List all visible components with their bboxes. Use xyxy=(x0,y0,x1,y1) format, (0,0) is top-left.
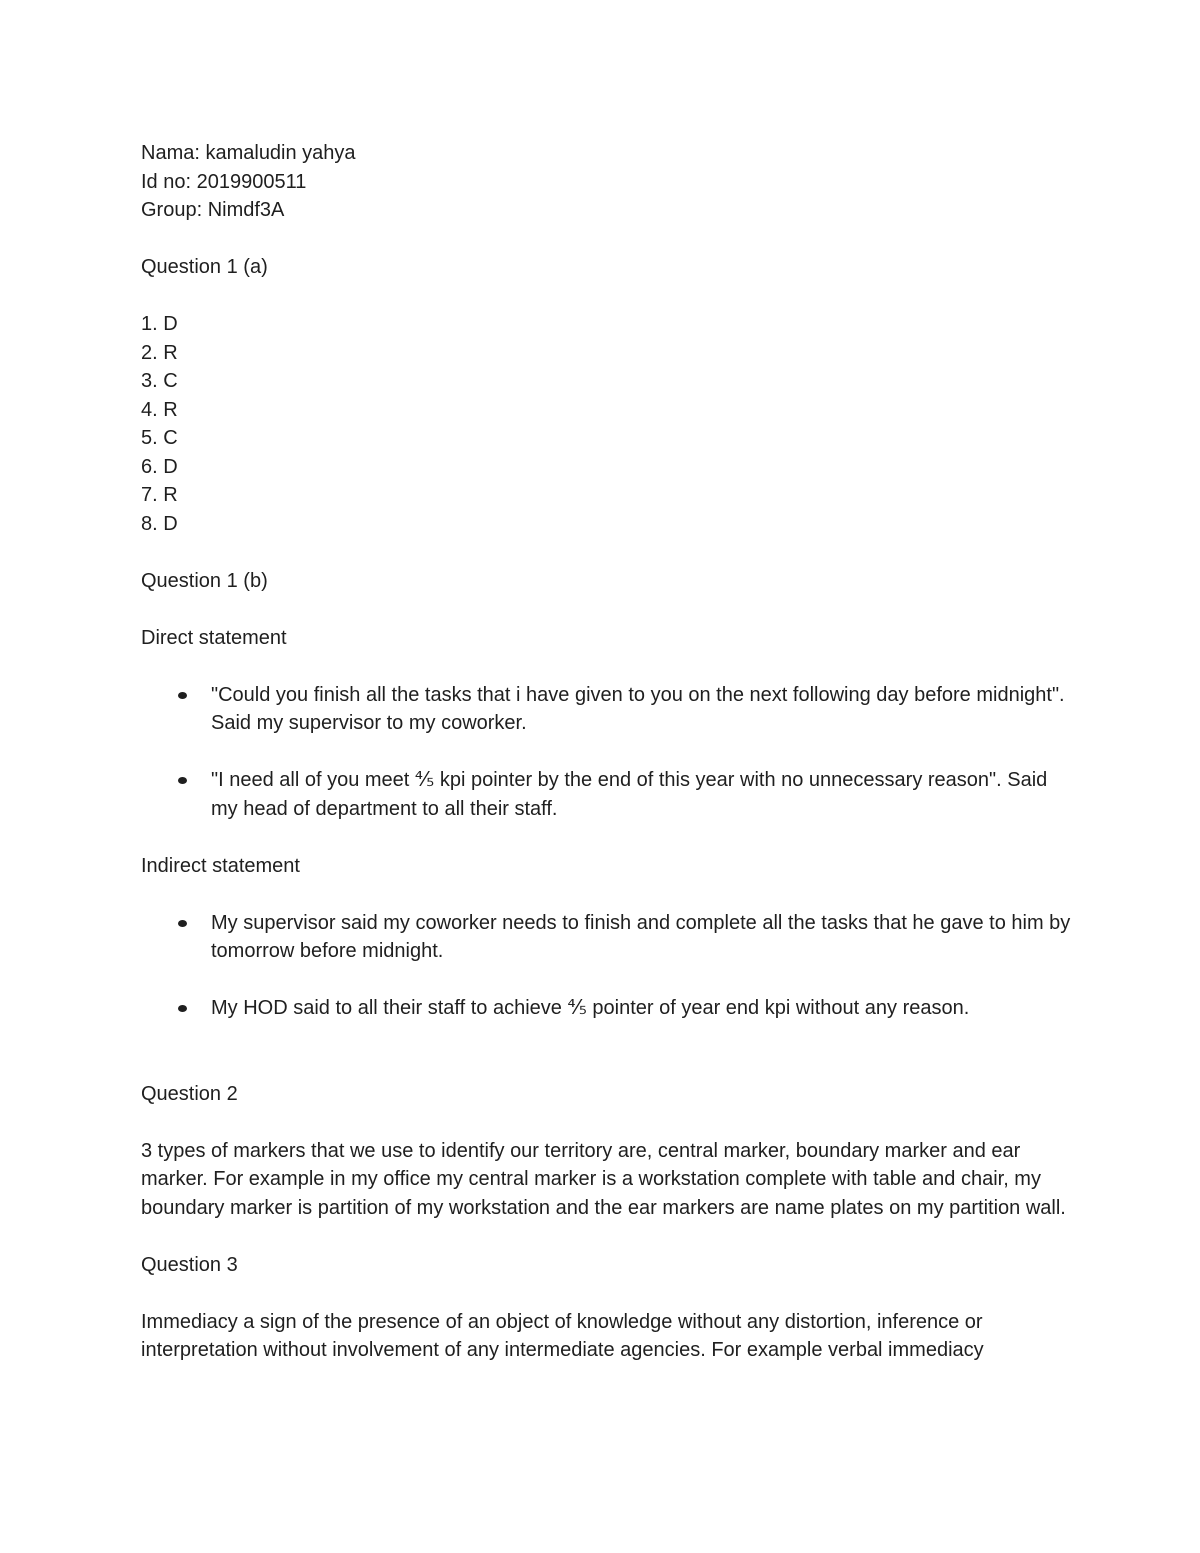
answer-item: 2. R xyxy=(141,341,178,364)
bullet-icon xyxy=(178,692,187,699)
list-item xyxy=(141,909,1071,966)
question-1a-heading: Question 1 (a) xyxy=(141,256,268,278)
bullet-icon xyxy=(178,1005,187,1012)
answer-item: 4. R xyxy=(141,398,178,421)
document-page xyxy=(141,139,1071,1365)
bullet-icon xyxy=(178,920,187,927)
question-3-answer: Immediacy a sign of the presence of an object of knowledge without any distortion, inference or interpretation without involvement of any intermediate agencies. For example verbal immediacy xyxy=(141,1310,984,1361)
answer-item: 5. C xyxy=(141,427,178,449)
question-3-heading: Question 3 xyxy=(141,1253,238,1276)
answer-item: 8. D xyxy=(141,512,178,535)
bullet-icon xyxy=(178,777,187,784)
indirect-statement-heading: Indirect statement xyxy=(141,854,300,877)
list-item-text: "I need all of you meet ⅘ kpi pointer by the end of this year with no unnecessary reason". Said my head of department to all their staff. xyxy=(211,769,1048,820)
list-item-text: My supervisor said my coworker needs to finish and complete all the tasks that he gave to him by tomorrow before midnight. xyxy=(211,911,1071,962)
student-name: Nama: kamaludin yahya xyxy=(141,142,356,164)
question-2-answer: 3 types of markers that we use to identify our territory are, central marker, boundary marker and ear marker. For example in my office my central marker is a workstation complete with table and chair, my boundary marker is partition of my workstation and the ear markers are name plates on my partition wall. xyxy=(141,1139,1066,1219)
answer-item: 3. C xyxy=(141,370,178,392)
answer-item: 7. R xyxy=(141,484,178,506)
answer-item: 1. D xyxy=(141,313,178,335)
question-1b-heading: Question 1 (b) xyxy=(141,569,268,592)
direct-statement-heading: Direct statement xyxy=(141,626,287,649)
student-group: Group: Nimdf3A xyxy=(141,199,285,221)
list-item xyxy=(141,994,1071,1023)
list-item-text: My HOD said to all their staff to achieve ⅘ pointer of year end kpi without any reason. xyxy=(211,997,970,1019)
student-id: Id no: 2019900511 xyxy=(141,170,307,193)
list-item-text: "Could you finish all the tasks that i have given to you on the next following day before midnight". Said my supervisor to my coworker. xyxy=(211,683,1065,734)
question-2-heading: Question 2 xyxy=(141,1082,238,1105)
indirect-statement-list xyxy=(141,909,1071,1023)
answer-item: 6. D xyxy=(141,455,178,478)
direct-statement-list xyxy=(141,681,1071,824)
list-item xyxy=(141,681,1071,738)
list-item xyxy=(141,766,1071,823)
